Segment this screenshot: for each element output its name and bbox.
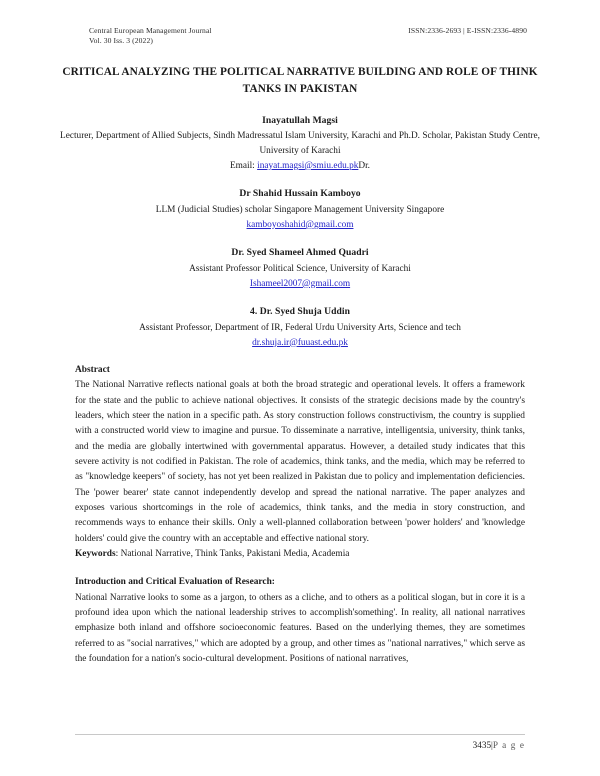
footer-page-indicator: [75, 740, 525, 750]
author-name: Inayatullah Magsi: [262, 114, 338, 126]
abstract-section: [75, 363, 525, 562]
introduction-text: National Narrative looks to some as a jargon, to others as a cliche, and to others as a political slogan, but in core it is a profound idea upon which the national leadership strives to accomplish'something'. In reality, all national narratives emphasize both inland and offshore socioeconomic features. Based on the underlying themes, they are sometimes referred to as "social narratives," which are adopted by a group, and other times as "national narratives," which serve as the foundation for a nation's socio-cultural development. Positions of national narratives,: [75, 592, 525, 664]
author-email-line: [75, 277, 525, 292]
author-email-line: [75, 218, 525, 233]
author-affiliation: Assistant Professor Political Science, University of Karachi: [189, 263, 411, 274]
running-head-left: [89, 26, 212, 47]
introduction-heading: Introduction and Critical Evaluation of Research:: [75, 577, 275, 588]
author-email-line: [75, 159, 525, 174]
footer-separator: |: [491, 740, 493, 750]
footer-divider: [75, 734, 525, 735]
footer-page-number: 3435: [472, 740, 492, 750]
email-trailing-text: Dr.: [358, 160, 370, 171]
author-affiliation: Assistant Professor, Department of IR, Federal Urdu University Arts, Science and tech: [139, 322, 461, 333]
author-email-link[interactable]: kamboyoshahid@gmail.com: [246, 219, 354, 230]
email-label: Email:: [229, 160, 258, 171]
author-affiliation: Lecturer, Department of Allied Subjects, Sindh Madressatul Islam University, Karachi and Ph.D. Scholar, Pakistan Study Centre, University of Karachi: [60, 130, 540, 156]
author-name: 4. Dr. Syed Shuja Uddin: [250, 306, 350, 318]
keywords-value: National Narrative, Think Tanks, Pakistani Media, Academia: [120, 548, 350, 559]
keywords-separator: :: [115, 548, 121, 559]
author-block: [75, 186, 525, 232]
journal-name: Central European Management Journal: [89, 26, 212, 35]
footer-page-word: P a g e: [492, 740, 525, 750]
abstract-text: The National Narrative reflects national goals at both the broad strategic and operational levels. It offers a framework for the state and the public to achieve national objectives. It consists of the strategic decisions made by the country's leaders, which steer the nation in a specific path. As story construction follows constructivism, the country is supplied with a constructed world view to imagine and pursue. To disseminate a narrative, intelligentsia, university, think tanks, and the media are globally intertwined with governmental apparatus. However, a detailed study indicates that this severe activity is not codified in Pakistan. The role of academics, think tanks, and the media, which may be referred to as "knowledge keepers" of society, has not yet been realized in Pakistan due to policy and implementation deficiencies. The 'power bearer' state cannot independently develop and spread the national narrative. The paper analyzes and exposes various shortcomings in the role of academics, think tanks, and the media in story construction, and recommends ways to enhance their skills. Only a well-planned collaboration between 'power holders' and 'knowledge holders' could give the country with an acceptable and effective national story.: [75, 380, 525, 544]
author-name: Dr. Syed Shameel Ahmed Quadri: [231, 247, 369, 259]
journal-issn: ISSN:2336-2693 | E-ISSN:2336-4890: [408, 26, 527, 35]
author-block: [75, 304, 525, 350]
author-affiliation: LLM (Judicial Studies) scholar Singapore Management University Singapore: [155, 204, 445, 215]
page-footer: [75, 734, 525, 750]
author-name: Dr Shahid Hussain Kamboyo: [239, 188, 361, 200]
introduction-section: [75, 575, 525, 667]
author-email-link[interactable]: dr.shuja.ir@fuuast.edu.pk: [252, 337, 348, 348]
author-block: [75, 245, 525, 291]
running-head: [89, 26, 527, 47]
article-title: CRITICAL ANALYZING THE POLITICAL NARRATIVE BUILDING AND ROLE OF THINK TANKS IN PAKISTAN: [62, 65, 538, 95]
author-list: [60, 113, 540, 351]
journal-volume: Vol. 30 Iss. 3 (2022): [89, 36, 153, 46]
keywords-line: [75, 547, 525, 562]
author-email-link[interactable]: inayat.magsi@smiu.edu.pk: [257, 160, 359, 171]
abstract-heading: Abstract: [75, 365, 110, 376]
author-email-link[interactable]: Ishameel2007@gmail.com: [249, 278, 351, 289]
keywords-label: Keywords: [75, 548, 116, 559]
author-email-line: [75, 336, 525, 351]
author-block: [60, 113, 540, 174]
